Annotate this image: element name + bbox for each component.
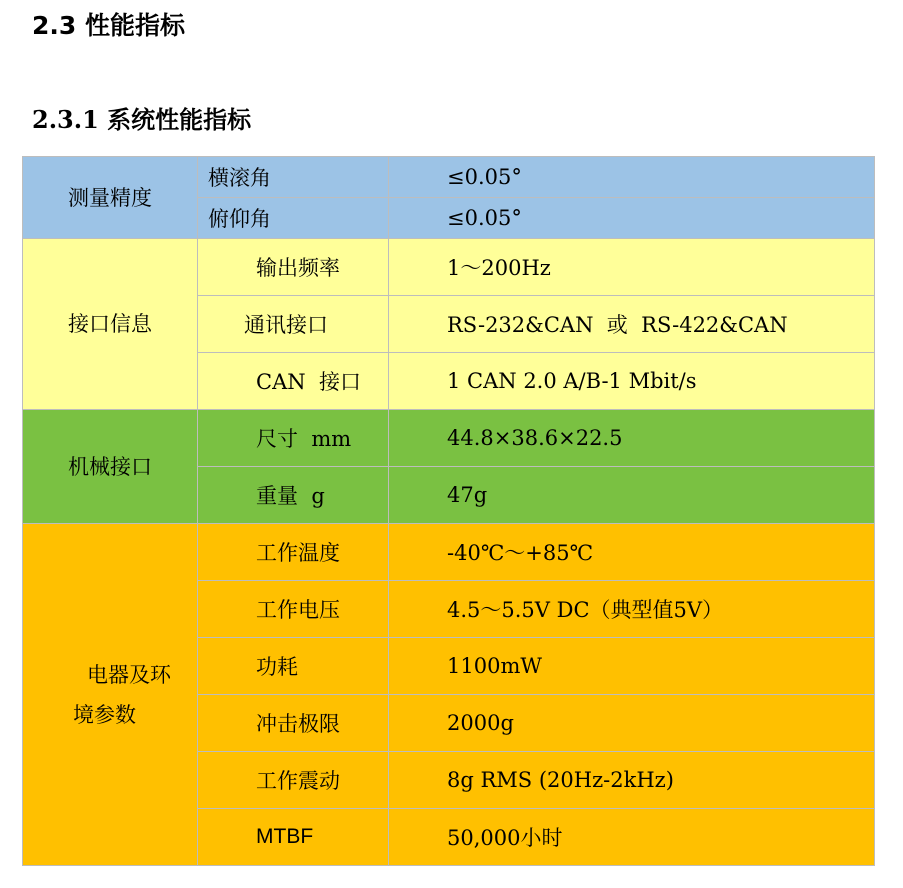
value-dimensions: 44.8×38.6×22.5 — [389, 410, 875, 467]
param-operating-vibration: 工作震动 — [198, 752, 389, 809]
section-heading: 2.3 性能指标 — [32, 11, 185, 40]
param-communication-interface: 通讯接口 — [198, 296, 389, 353]
param-weight: 重量 g — [198, 467, 389, 524]
value-pitch-angle: ≤0.05° — [389, 198, 875, 239]
category-mechanical-interface: 机械接口 — [23, 410, 198, 524]
category-measurement-accuracy: 测量精度 — [23, 157, 198, 239]
category-line-1: 电器及环 — [87, 662, 171, 687]
param-shock-limit: 冲击极限 — [198, 695, 389, 752]
param-can-interface: CAN 接口 — [198, 353, 389, 410]
value-output-frequency: 1～200Hz — [389, 239, 875, 296]
param-mtbf: MTBF — [198, 809, 389, 866]
value-operating-temperature: -40℃～+85℃ — [389, 524, 875, 581]
value-weight: 47g — [389, 467, 875, 524]
subsection-heading: 2.3.1 系统性能指标 — [32, 105, 252, 134]
param-roll-angle: 横滚角 — [198, 157, 389, 198]
category-electrical-environment — [23, 524, 198, 866]
param-dimensions: 尺寸 mm — [198, 410, 389, 467]
value-operating-voltage: 4.5～5.5V DC（典型值5V） — [389, 581, 875, 638]
value-communication-interface: RS-232&CAN 或 RS-422&CAN — [389, 296, 875, 353]
table-row — [23, 524, 875, 581]
performance-spec-table — [22, 156, 875, 866]
value-mtbf: 50,000小时 — [389, 809, 875, 866]
param-operating-temperature: 工作温度 — [198, 524, 389, 581]
value-power-consumption: 1100mW — [389, 638, 875, 695]
table-row — [23, 410, 875, 467]
table-row — [23, 157, 875, 198]
value-shock-limit: 2000g — [389, 695, 875, 752]
param-output-frequency: 输出频率 — [198, 239, 389, 296]
value-roll-angle: ≤0.05° — [389, 157, 875, 198]
value-can-interface: 1 CAN 2.0 A/B-1 Mbit/s — [389, 353, 875, 410]
category-interface-info: 接口信息 — [23, 239, 198, 410]
param-operating-voltage: 工作电压 — [198, 581, 389, 638]
param-pitch-angle: 俯仰角 — [198, 198, 389, 239]
category-line-2: 境参数 — [73, 702, 136, 727]
param-power-consumption: 功耗 — [198, 638, 389, 695]
value-operating-vibration: 8g RMS (20Hz-2kHz) — [389, 752, 875, 809]
table-row — [23, 239, 875, 296]
